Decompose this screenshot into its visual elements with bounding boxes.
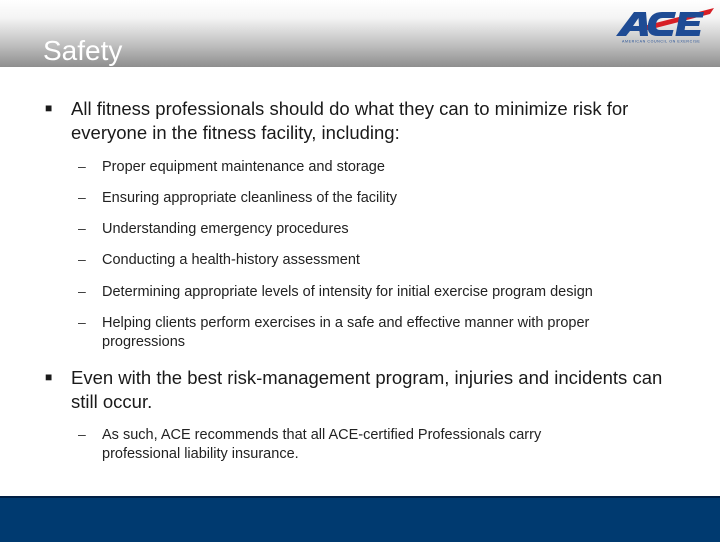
bullet-text: Even with the best risk-management program, injuries and incidents can still occur. bbox=[71, 367, 663, 412]
dash-icon: – bbox=[78, 426, 86, 442]
slide-title: Safety bbox=[43, 35, 123, 66]
dash-icon: – bbox=[78, 189, 86, 205]
bullet-text: All fitness professionals should do what they can to minimize risk for everyone in the fitness facility, including: bbox=[71, 98, 629, 143]
dash-icon: – bbox=[78, 158, 86, 174]
slide-footer-bar bbox=[0, 496, 720, 542]
logo-tagline: AMERICAN COUNCIL ON EXERCISE bbox=[622, 39, 701, 44]
dash-icon: – bbox=[78, 251, 86, 267]
sub-bullet-text: Ensuring appropriate cleanliness of the facility bbox=[102, 190, 397, 206]
sub-bullet-text: Understanding emergency procedures bbox=[102, 221, 349, 237]
sub-bullet-text: Determining appropriate levels of intensity for initial exercise program design bbox=[102, 284, 593, 300]
sub-bullet-text: Helping clients perform exercises in a safe and effective manner with proper progressions bbox=[102, 315, 590, 350]
square-bullet-icon: ■ bbox=[45, 370, 53, 384]
dash-icon: – bbox=[78, 314, 86, 330]
slide-header bbox=[0, 0, 720, 67]
sub-bullet-text: Conducting a health-history assessment bbox=[102, 252, 360, 268]
dash-icon: – bbox=[78, 220, 86, 236]
dash-icon: – bbox=[78, 283, 86, 299]
ace-logo bbox=[612, 4, 716, 44]
sub-bullet-text: As such, ACE recommends that all ACE-certified Professionals carry professional liability insurance. bbox=[102, 427, 542, 462]
square-bullet-icon: ■ bbox=[45, 101, 53, 115]
sub-bullet-text: Proper equipment maintenance and storage bbox=[102, 159, 385, 175]
